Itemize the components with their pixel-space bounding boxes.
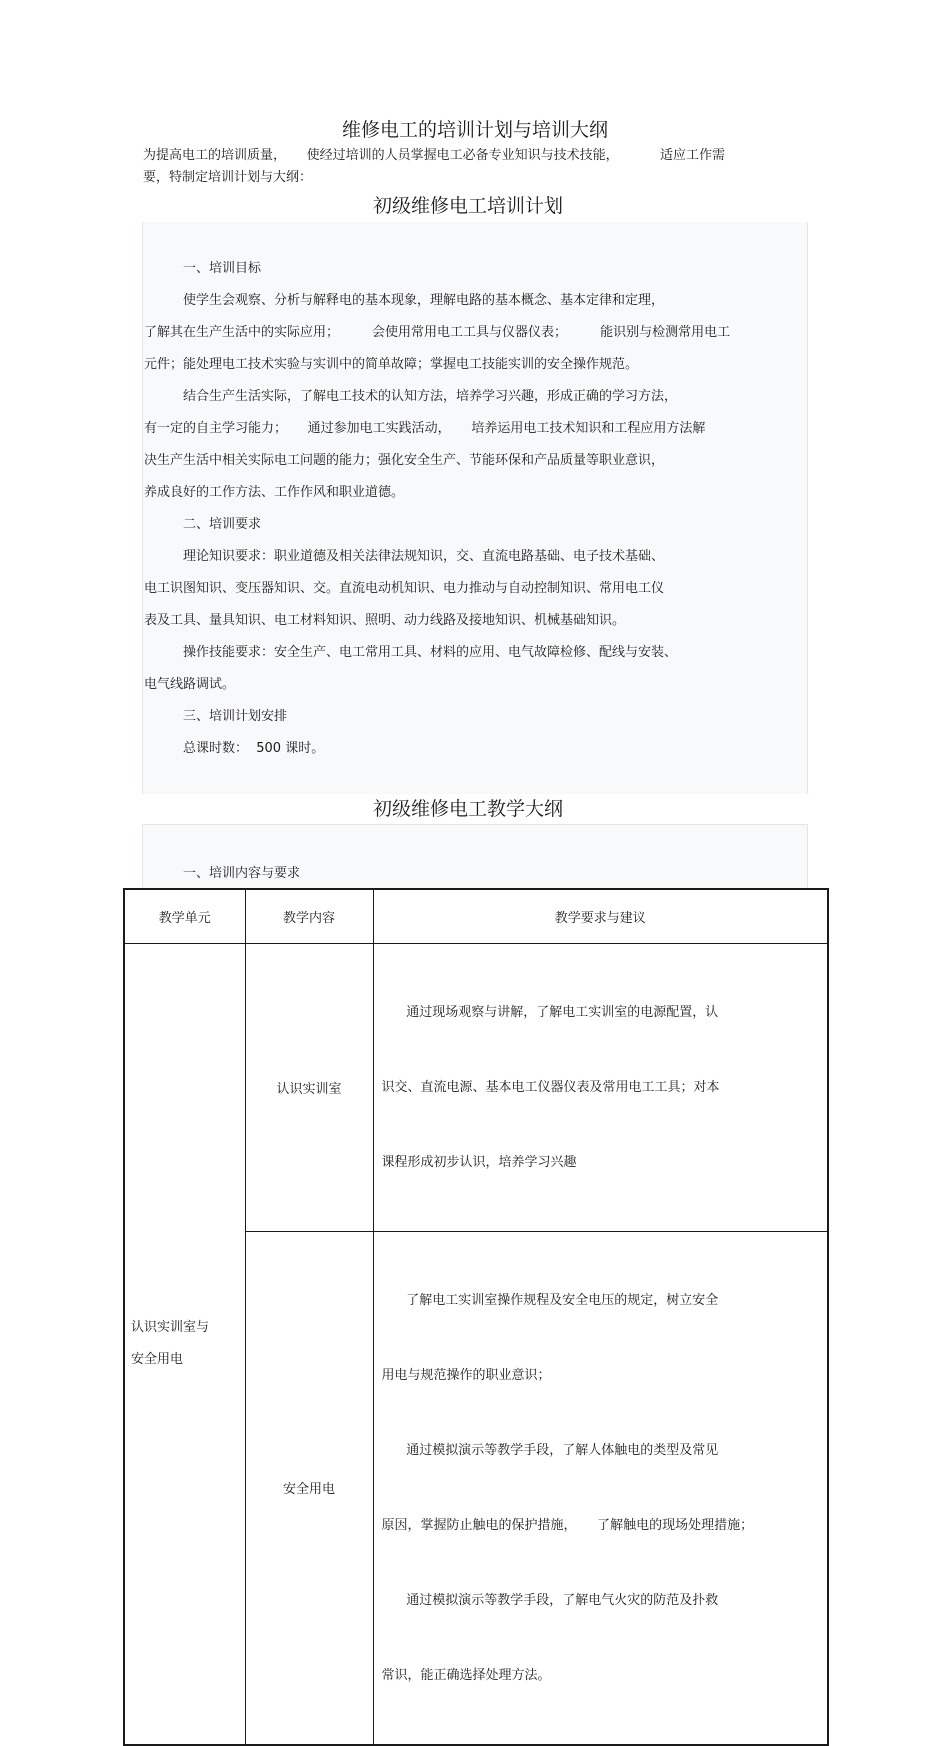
plan-line: 养成良好的工作方法、工作作风和职业道德。 [144, 485, 405, 500]
requirement-line: 用电与规范操作的职业意识； [381, 1367, 551, 1383]
plan-heading-goals: 一、培训目标 [183, 261, 262, 276]
outline-table [123, 888, 829, 1746]
plan-panel [142, 222, 808, 794]
intro-line-1: 为提高电工的培训质量， 使经过培训的人员掌握电工必备专业知识与技术技能， 适应工作需 [143, 148, 725, 163]
outline-section-heading: 一、培训内容与要求 [183, 866, 301, 881]
header-requirements: 教学要求与建议 [373, 889, 828, 943]
plan-line: 表及工具、量具知识、电工材料知识、照明、动力线路及接地知识、机械基础知识。 [144, 613, 626, 628]
outline-title: 初级维修电工教学大纲 [372, 798, 563, 820]
requirement-line: 常识，能正确选择处理方法。 [381, 1667, 551, 1683]
plan-line: 结合生产生活实际，了解电工技术的认知方法，培养学习兴趣，形成正确的学习方法， [183, 389, 678, 404]
requirement-line: 识交、直流电源、基本电工仪器仪表及常用电工工具；对本 [381, 1079, 720, 1095]
requirement-line: 通过现场观察与讲解，了解电工实训室的电源配置，认 [381, 1004, 719, 1020]
plan-line: 理论知识要求：职业道德及相关法律法规知识，交、直流电路基础、电子技术基础、 [183, 549, 665, 564]
requirements-cell [373, 943, 828, 1231]
plan-line: 操作技能要求：安全生产、电工常用工具、材料的应用、电气故障检修、配线与安装、 [183, 645, 678, 660]
plan-line: 电气线路调试。 [144, 677, 236, 692]
content-cell: 认识实训室 [245, 943, 373, 1231]
unit-line: 安全用电 [131, 1351, 184, 1367]
plan-line: 了解其在生产生活中的实际应用； 会使用常用电工工具与仪器仪表； 能识别与检测常用电工 [144, 325, 731, 340]
table-header-row [124, 889, 828, 943]
header-unit: 教学单元 [124, 889, 245, 943]
plan-heading-schedule: 三、培训计划安排 [183, 709, 288, 724]
outline-panel [142, 824, 808, 891]
requirement-line: 了解电工实训室操作规程及安全电压的规定，树立安全 [381, 1292, 719, 1308]
plan-heading-requirements: 二、培训要求 [183, 517, 262, 532]
requirements-cell [373, 1231, 828, 1745]
plan-line: 使学生会观察、分析与解释电的基本现象，理解电路的基本概念、基本定律和定理， [183, 293, 665, 308]
unit-line: 认识实训室与 [131, 1319, 210, 1335]
plan-title: 初级维修电工培训计划 [372, 195, 563, 217]
requirement-line: 通过模拟演示等教学手段，了解电气火灾的防范及扑救 [381, 1592, 719, 1608]
plan-line: 电工识图知识、变压器知识、交。直流电动机知识、电力推动与自动控制知识、常用电工仪 [144, 581, 665, 596]
content-cell: 安全用电 [245, 1231, 373, 1745]
table-row [124, 943, 828, 1231]
plan-line: 决生产生活中相关实际电工问题的能力；强化安全生产、节能环保和产品质量等职业意识， [144, 453, 665, 468]
unit-cell [124, 943, 245, 1745]
requirement-line: 通过模拟演示等教学手段，了解人体触电的类型及常见 [381, 1442, 719, 1458]
plan-line: 元件；能处理电工技术实验与实训中的简单故障；掌握电工技能实训的安全操作规范。 [144, 357, 639, 372]
intro-line-2: 要，特制定培训计划与大纲： [143, 170, 313, 185]
plan-total-hours: 总课时数： 500 课时。 [183, 741, 325, 756]
requirement-line: 原因，掌握防止触电的保护措施， 了解触电的现场处理措施； [381, 1517, 754, 1533]
requirement-line: 课程形成初步认识，培养学习兴趣 [381, 1154, 577, 1170]
document-title: 维修电工的培训计划与培训大纲 [341, 119, 608, 141]
plan-line: 有一定的自主学习能力； 通过参加电工实践活动， 培养运用电工技术知识和工程应用方法解 [144, 421, 706, 436]
header-content: 教学内容 [245, 889, 373, 943]
